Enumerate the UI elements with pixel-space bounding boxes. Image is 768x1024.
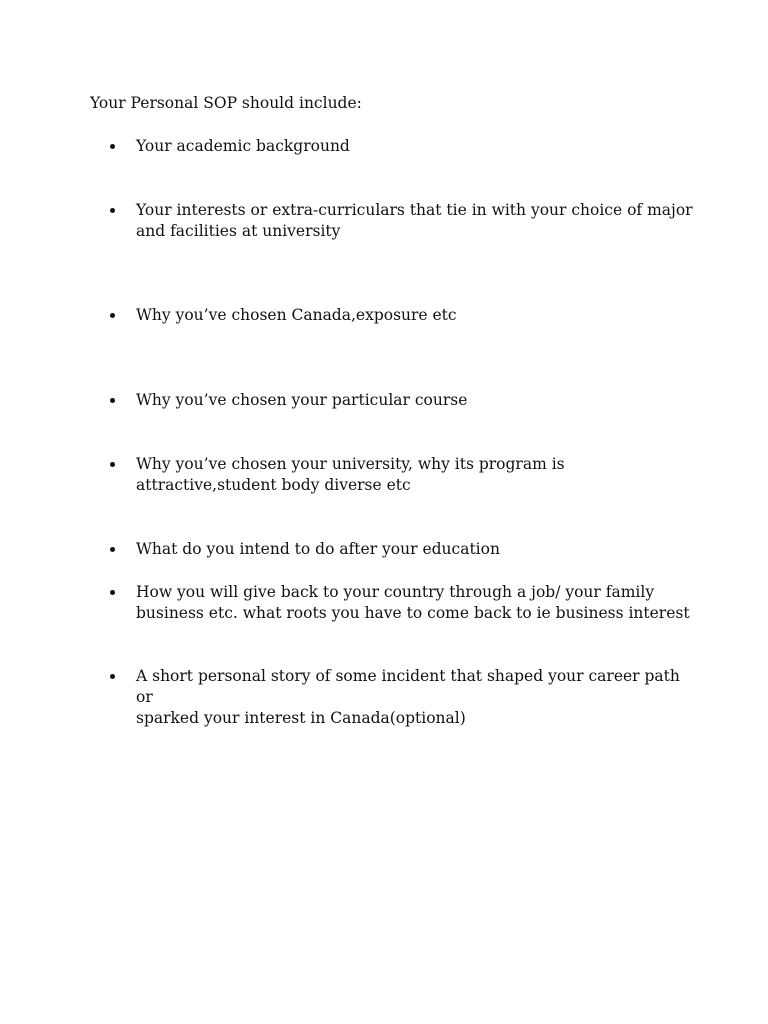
bullet-icon (110, 462, 115, 467)
bullet-icon (110, 313, 115, 318)
bullet-icon (110, 208, 115, 213)
list-item-text: Your interests or extra-curriculars that tie in with your choice of major and facilities at university (136, 201, 693, 240)
bullet-icon (110, 547, 115, 552)
list-item-text: A short personal story of some incident that shaped your career path or sparked your interest in Canada(optional) (136, 667, 680, 727)
bullet-icon (110, 674, 115, 679)
list-item-text: Why you’ve chosen your university, why its program is attractive,student body diverse etc (136, 455, 565, 494)
bullet-icon (110, 144, 115, 149)
document-heading: Your Personal SOP should include: (90, 94, 362, 112)
bullet-icon (110, 590, 115, 595)
bullet-icon (110, 398, 115, 403)
list-item-text: How you will give back to your country through a job/ your family business etc. what roots you have to come back to ie business interest (136, 583, 690, 622)
list-item-text: Why you’ve chosen your particular course (136, 391, 468, 409)
list-item-text: What do you intend to do after your education (136, 540, 500, 558)
list-item-text: Your academic background (136, 137, 350, 155)
list-item-text: Why you’ve chosen Canada,exposure etc (136, 306, 457, 324)
